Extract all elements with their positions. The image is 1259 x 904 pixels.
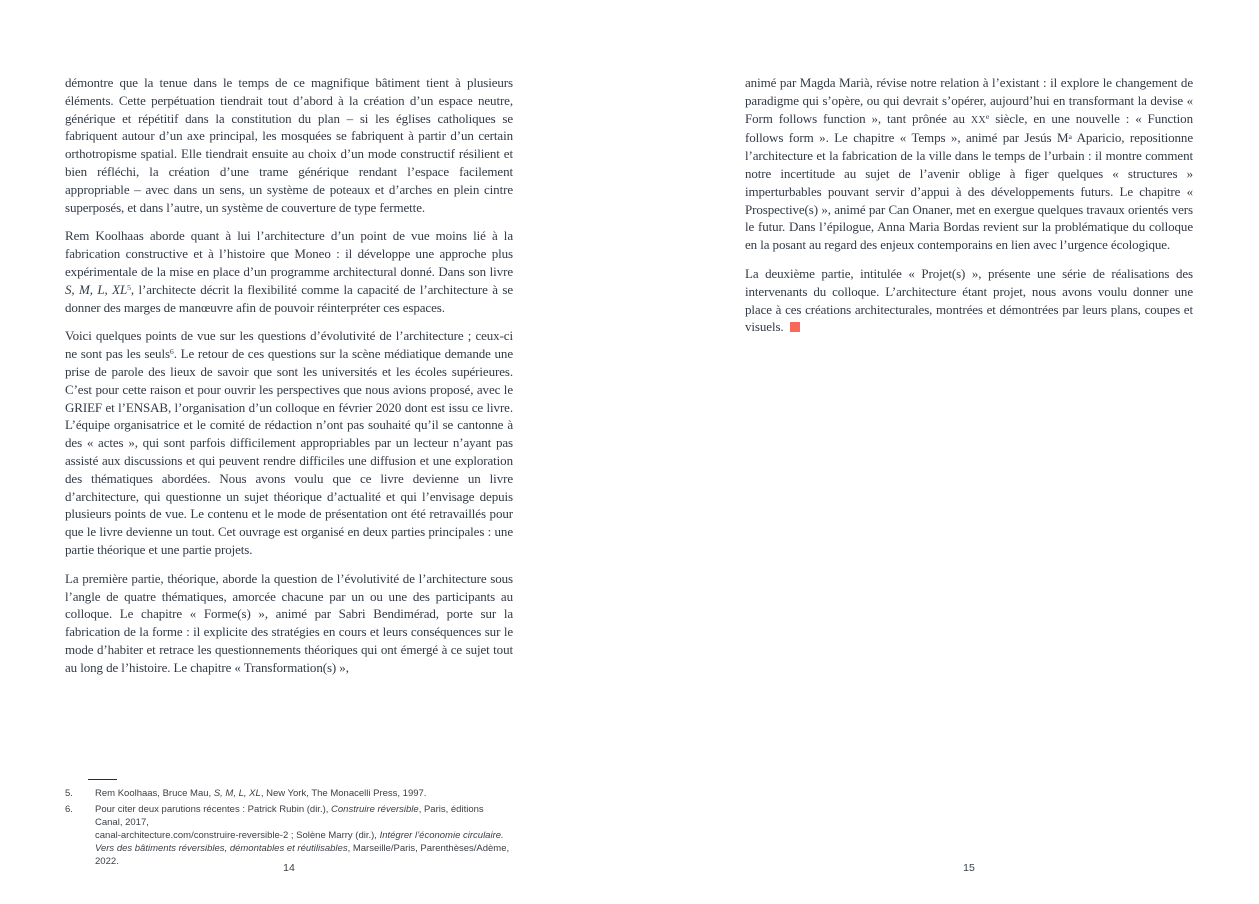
end-of-text-mark xyxy=(790,322,800,332)
text-segment: a xyxy=(1068,131,1072,141)
text-segment: , Marseille/Paris, Parenthèses/Adème, 2022. xyxy=(95,843,510,867)
paragraph xyxy=(745,265,1193,336)
paragraph xyxy=(745,74,1193,254)
footnote-text xyxy=(95,787,513,800)
text-segment: Aparicio, repositionne l’architecture et la fabrication de la ville dans le temps de l’urbain : il montre comment notre incertitude au sujet de l’avenir oblige à figer quelques « structures » imperturbables pouvant servir d’appui à des développements futurs. Le chapitre « Prospective(s) », animé par Can Onaner, met en exergue quelques travaux orientés vers le futur. Dans l’épilogue, Anna Maria Bordas revient sur la problématique du colloque en la posant au regard des enjeux contemporains en lien avec l’urgence écologique. xyxy=(745,130,1193,253)
page-number-left: 14 xyxy=(283,862,295,874)
paragraph xyxy=(65,227,513,316)
footnote-number: 6. xyxy=(65,804,73,815)
footnote-text xyxy=(95,803,513,868)
footnote xyxy=(65,803,513,868)
text-segment: , l’architecte décrit la flexibilité comme la capacité de l’architecture à se donner des marges de manœuvre afin de pouvoir réinterpréter ces espaces. xyxy=(65,281,513,315)
right-page-text-column xyxy=(745,74,1193,347)
paragraph xyxy=(65,327,513,558)
text-segment: 6 xyxy=(169,347,174,357)
text-segment: canal-architecture.com/construire-reversible-2 ; Solène Marry (dir.), xyxy=(95,830,380,841)
text-segment: Vers des bâtiments réversibles, démontables et réutilisables xyxy=(95,843,348,854)
text-segment: Intégrer l’économie circulaire. xyxy=(379,830,504,841)
text-segment: démontre que la tenue dans le temps de ce magnifique bâtiment tient à plusieurs éléments. Cette perpétuation tiendrait tout d’abord à la création d’un espace neutre, générique et répétitif dans la constitution du plan – si les églises catholiques se fabriquent autour d’un axe principal, les mosquées se fabriquent à partir d’un certain orthotropisme spatial. Elle tiendrait ensuite au choix d’un mode constructif résilient et bien réfléchi, la création d’une trame générique rendant l’espace facilement appropriable – avec dans un sens, un système de poteaux et d’arches en plein cintre superposés, et dans l’autre, un système de couverture de type fermette. xyxy=(65,75,513,215)
text-segment: 5 xyxy=(127,282,131,292)
text-segment: , Paris, éditions Canal, 2017, xyxy=(95,804,484,828)
left-page-text-column xyxy=(65,74,513,688)
text-segment: Rem Koolhaas, Bruce Mau, xyxy=(95,788,214,799)
text-segment: XX xyxy=(970,114,986,126)
footnote-list xyxy=(65,787,513,868)
text-segment: animé par Magda Marià, révise notre relation à l’existant : il explore le changement de paradigme qui s’opère, ou qui devrait s’opérer, aujourd’hui en transformant la devise « Form follows function », tant prônée au xyxy=(745,75,1193,126)
text-segment: , New York, The Monacelli Press, 1997. xyxy=(260,788,427,799)
text-segment: Voici quelques points de vue sur les questions d’évolutivité de l’architecture ; ceux-ci ne sont pas les seuls xyxy=(65,328,513,362)
text-segment: La première partie, théorique, aborde la question de l’évolutivité de l’architecture sous l’angle de quatre thématiques, amorcée chacune par un ou une des participants au colloque. Le chapitre « Forme(s) », animé par Sabri Bendimérad, porte sur la fabrication de la forme : il explicite des stratégies en cours et leurs conséquences sur le mode d’habiter et retrace les questionnements théoriques qui ont émergé à ce sujet tout au long de l’histoire. Le chapitre « Transformation(s) », xyxy=(65,570,513,675)
text-segment: Rem Koolhaas aborde quant à lui l’architecture d’un point de vue moins lié à la fabrication constructive et à l’histoire que Moneo : il développe une approche plus expérimentale de la mise en place d’un programme architectural donné. Dans son livre xyxy=(65,228,513,279)
footnote-number: 5. xyxy=(65,788,73,799)
text-segment: . Le retour de ces questions sur la scène médiatique demande une prise de parole des lieux de savoir que sont les universités et les écoles supérieures. C’est pour cette raison et pour ouvrir les perspectives que nous avions proposé, avec le GRIEF et l’ENSAB, l’organisation d’un colloque en février 2020 dont est issu ce livre. L’équipe organisatrice et le comité de rédaction n’ont pas souhaité qu’il se cantonne à des « actes », qui sont parfois difficilement appropriables par un lecteur n’ayant pas assisté aux discussions et qui peuvent rendre difficiles une diffusion et une exploration des thématiques abordées. Nous avons voulu que ce livre devienne un livre d’architecture, qui questionne un sujet théorique d’actualité et qui l’envisage depuis plusieurs points de vue. Le contenu et le mode de présentation ont été retravaillés pour que le livre devienne un tout. Cet ouvrage est organisé en deux parties principales : une partie théorique et une partie projets. xyxy=(65,346,513,557)
text-segment: S, M, L, XL xyxy=(65,281,128,297)
paragraph xyxy=(65,570,513,677)
footnotes-block xyxy=(65,779,513,871)
paragraph xyxy=(65,74,513,216)
text-segment: S, M, L, XL xyxy=(213,788,261,799)
page-number-right: 15 xyxy=(963,862,975,874)
text-segment: Construire réversible xyxy=(331,804,419,815)
text-segment: siècle, en une nouvelle : « Function follows form ». Le chapitre « Temps », animé par Jesús M xyxy=(745,110,1193,146)
footnote xyxy=(65,787,513,800)
text-segment: La deuxième partie, intitulée « Projet(s) », présente une série de réalisations des intervenants du colloque. L’architecture étant projet, nous avons voulu donner une place à ces créations architecturales, montrées et démontrées par leurs plans, coupes et visuels. xyxy=(745,265,1193,335)
footnote-separator-rule xyxy=(88,779,117,780)
text-segment: Pour citer deux parutions récentes : Patrick Rubin (dir.), xyxy=(95,804,332,815)
text-segment: e xyxy=(985,111,990,121)
